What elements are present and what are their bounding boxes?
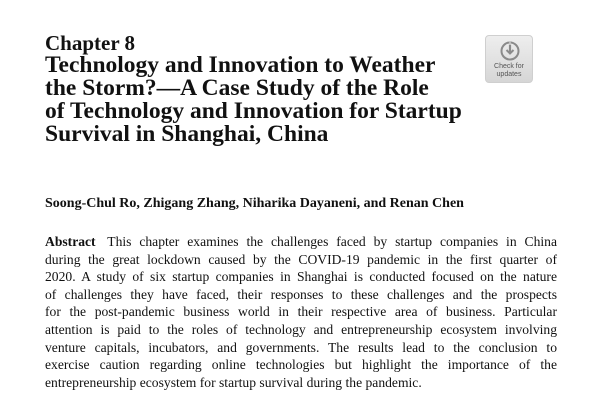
abstract-heading: Abstract <box>45 234 96 249</box>
abstract-line: 2020. A study of six startup companies in Shanghai is conducted focused on the nature <box>45 269 557 285</box>
abstract-line: attention is paid to the roles of technology and entrepreneurship ecosystem involving <box>45 321 557 337</box>
chapter-title-line: Survival in Shanghai, China <box>45 121 329 147</box>
check-for-updates-label <box>486 63 532 79</box>
abstract-line: This chapter examines the challenges faced by startup companies in China <box>107 234 558 249</box>
chapter-page <box>45 28 558 390</box>
abstract-line: venture capitals, incubators, and governments. The results lead to the conclusion to <box>45 339 557 355</box>
abstract-line: of challenges they have faced, their responses to these challenges and the prospects <box>45 286 557 302</box>
abstract-line: entrepreneurship ecosystem for startup survival during the pandemic. <box>45 374 422 390</box>
abstract-line-first <box>45 233 557 251</box>
chapter-title <box>45 54 485 146</box>
abstract <box>45 233 557 391</box>
abstract-line: for the post-pandemic business world in their respective area of business. Particular <box>45 304 557 320</box>
abstract-line: exercise caution regarding online technologies but highlight the importance of the <box>45 357 557 373</box>
check-for-updates-icon <box>500 41 520 61</box>
chapter-title-line: the Storm?—A Case Study of the Role <box>45 75 429 101</box>
badge-text-line: updates <box>496 71 522 78</box>
chapter-title-line: of Technology and Innovation for Startup <box>45 98 462 124</box>
badge-text-line: Check for <box>494 63 524 70</box>
author-list: Soong-Chul Ro, Zhigang Zhang, Niharika Dayaneni, and Renan Chen <box>45 196 464 211</box>
check-for-updates-badge[interactable] <box>485 35 533 83</box>
chapter-label: Chapter 8 <box>45 31 136 55</box>
chapter-title-line: Technology and Innovation to Weather <box>45 52 436 78</box>
abstract-line: during the great lockdown caused by the COVID-19 pandemic in the first quarter of <box>45 251 557 267</box>
